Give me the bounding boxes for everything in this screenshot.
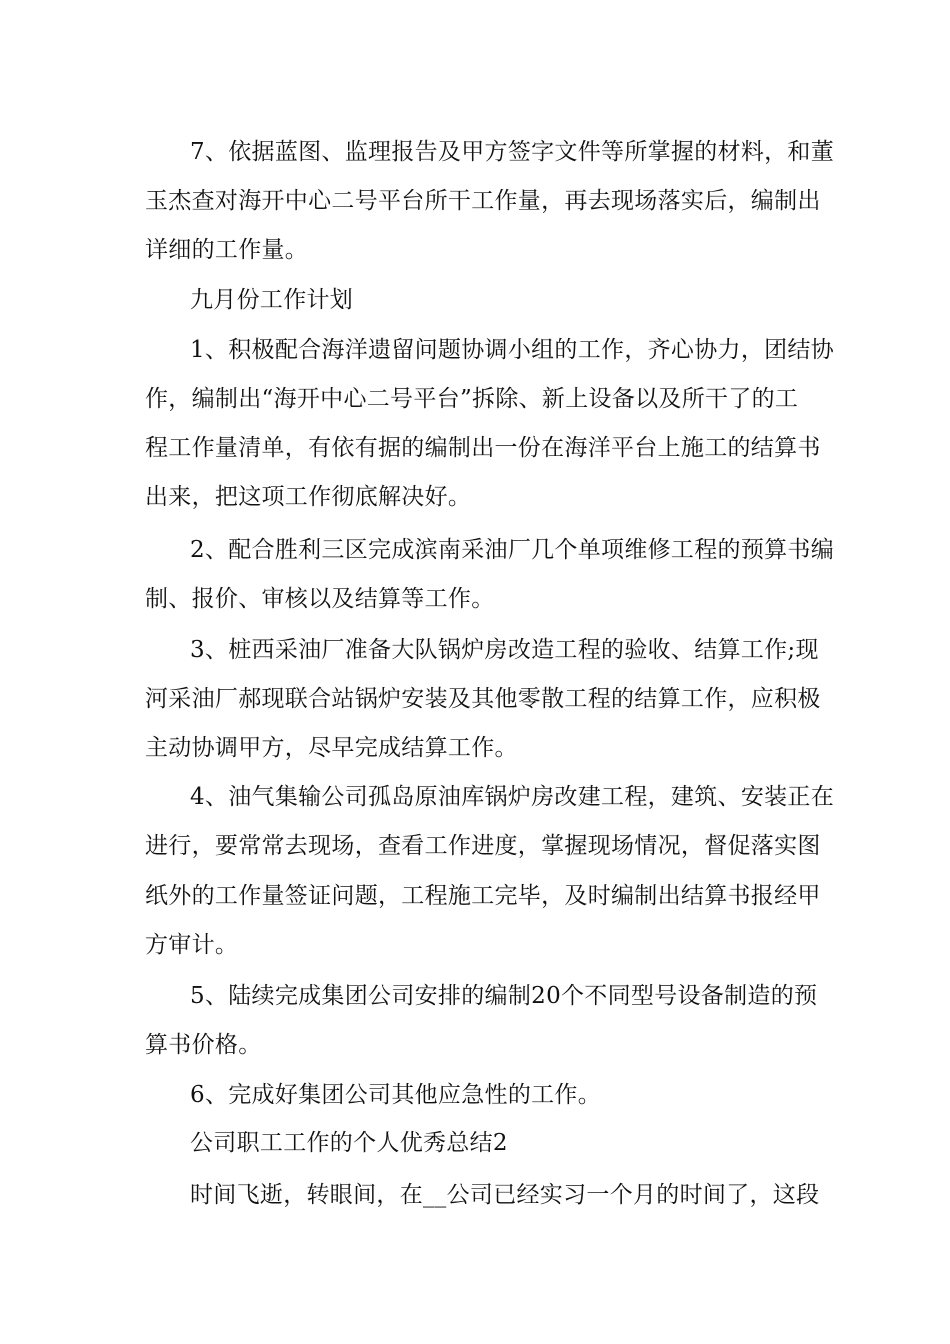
paragraph-7-line-1: 7、依据蓝图、监理报告及甲方签字文件等所掌握的材料，和董 bbox=[190, 139, 835, 165]
plan-5-line-1: 5、陆续完成集团公司安排的编制20个不同型号设备制造的预 bbox=[190, 983, 818, 1009]
plan-3-line-1: 3、桩西采油厂准备大队锅炉房改造工程的验收、结算工作;现 bbox=[190, 637, 819, 663]
plan-2-line-1: 2、配合胜利三区完成滨南采油厂几个单项维修工程的预算书编 bbox=[190, 537, 835, 563]
plan-1-line-1: 1、积极配合海洋遗留问题协调小组的工作，齐心协力，团结协 bbox=[190, 337, 835, 363]
plan-3-line-3: 主动协调甲方，尽早完成结算工作。 bbox=[145, 735, 518, 761]
plan-4-line-1: 4、油气集输公司孤岛原油库锅炉房改建工程，建筑、安装正在 bbox=[190, 784, 835, 810]
plan-4-line-4: 方审计。 bbox=[145, 932, 239, 958]
plan-4-line-2: 进行，要常常去现场，查看工作进度，掌握现场情况，督促落实图 bbox=[145, 833, 821, 859]
plan-1-line-3: 程工作量清单，有依有据的编制出一份在海洋平台上施工的结算书 bbox=[145, 435, 821, 461]
plan-3-line-2: 河采油厂郝现联合站锅炉安装及其他零散工程的结算工作，应积极 bbox=[145, 686, 821, 712]
plan-4-line-3: 纸外的工作量签证问题，工程施工完毕，及时编制出结算书报经甲 bbox=[145, 883, 821, 909]
section-heading-summary-2: 公司职工工作的个人优秀总结2 bbox=[190, 1130, 508, 1156]
paragraph-7-line-3: 详细的工作量。 bbox=[145, 237, 309, 263]
paragraph-7-line-2: 玉杰查对海开中心二号平台所干工作量，再去现场落实后，编制出 bbox=[145, 188, 821, 214]
plan-1-line-2: 作，编制出“海开中心二号平台”拆除、新上设备以及所干了的工 bbox=[145, 386, 799, 412]
plan-6-line-1: 6、完成好集团公司其他应急性的工作。 bbox=[190, 1082, 602, 1108]
summary-2-line-1: 时间飞逝，转眼间，在__公司已经实习一个月的时间了，这段 bbox=[190, 1182, 820, 1208]
plan-2-line-2: 制、报价、审核以及结算等工作。 bbox=[145, 586, 495, 612]
section-heading-september-plan: 九月份工作计划 bbox=[190, 287, 354, 313]
plan-5-line-2: 算书价格。 bbox=[145, 1032, 262, 1058]
plan-1-line-4: 出来，把这项工作彻底解决好。 bbox=[145, 484, 472, 510]
